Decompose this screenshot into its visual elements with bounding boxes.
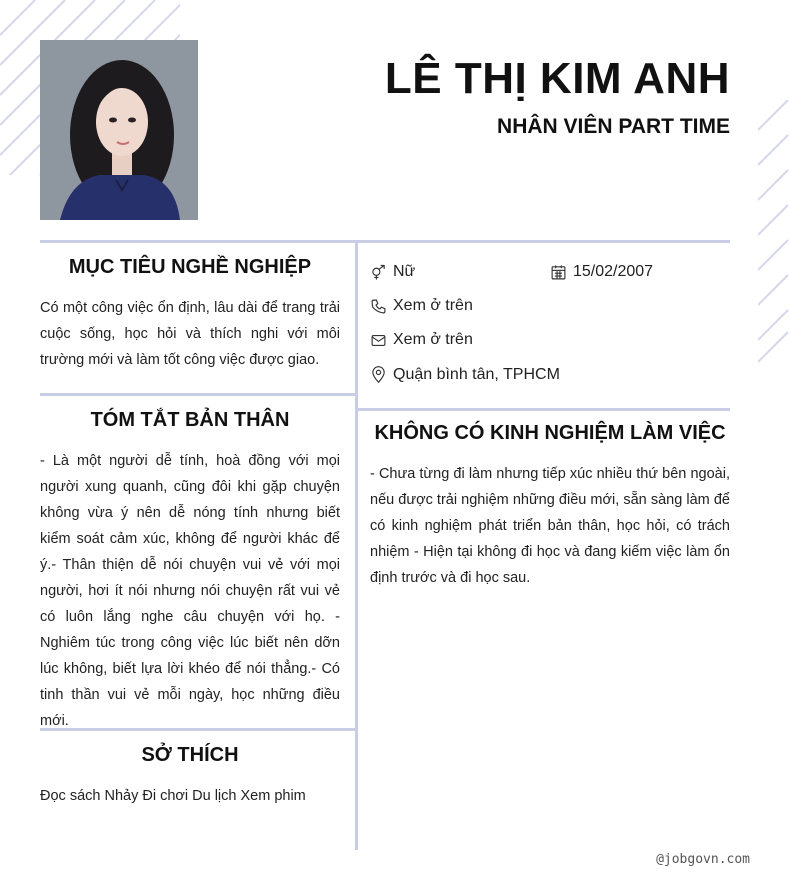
- decorative-stripes-right: [758, 100, 790, 365]
- summary-title: TÓM TẮT BẢN THÂN: [90, 409, 290, 431]
- top-divider: [40, 240, 730, 243]
- profile-photo: [40, 40, 198, 220]
- candidate-name: LÊ THỊ KIM ANH: [384, 54, 730, 103]
- address-value: Quận bình tân, TPHCM: [393, 365, 560, 383]
- experience-text: - Chưa từng đi làm nhưng tiếp xúc nhiều thứ bên ngoài, nếu được trải nghiệm những điều mới, sẵn sàng làm để có kinh nghiệm phát triển bản thân, học hỏi, có trách nhiệm - Hiện tại không đi học và đang kiếm việc làm ổn định trước và đi học sau.: [370, 466, 730, 586]
- hobbies-title: SỞ THÍCH: [141, 744, 239, 766]
- birthday-row: [550, 263, 653, 281]
- hobbies-text: Đọc sách Nhảy Đi chơi Du lịch Xem phim: [40, 788, 306, 804]
- email-row: [370, 331, 473, 349]
- gender-icon: [370, 264, 387, 281]
- job-title: NHÂN VIÊN PART TIME: [497, 115, 730, 138]
- divider-objective: [40, 393, 356, 396]
- divider-contact: [358, 408, 730, 411]
- mail-icon: [370, 332, 387, 349]
- address-row: [370, 365, 560, 384]
- birthday-value: 15/02/2007: [573, 263, 654, 280]
- location-pin-icon: [370, 365, 387, 384]
- phone-icon: [370, 298, 387, 315]
- phone-row: [370, 297, 473, 315]
- objective-title: MỤC TIÊU NGHỀ NGHIỆP: [68, 256, 312, 278]
- experience-title: KHÔNG CÓ KINH NGHIỆM LÀM VIỆC: [374, 422, 726, 444]
- email-value: Xem ở trên: [393, 331, 473, 348]
- calendar-icon: [550, 264, 567, 281]
- objective-text: Có một công việc ổn định, lâu dài để trang trải cuộc sống, học hỏi và thích nghi với môi trường mới và làm tốt công việc được giao.: [40, 300, 340, 368]
- summary-text: - Là một người dễ tính, hoà đồng với mọi người xung quanh, cũng đôi khi gặp chuyện không vừa ý nên dễ nóng tính nhưng biết kiểm soát cảm xúc, không để người khác để ý.- Thân thiện dễ nói chuyện vui vẻ với mọi người, hơi ít nói nhưng nói chuyện rất vui vẻ có luôn lắng nghe câu chuyện với họ. - Nghiêm túc trong công việc lúc biết nên dỡn lúc không, biết lựa lời khéo để nói thẳng.- Có tinh thần vui vẻ mỗi ngày, học những điều mới.: [40, 453, 340, 729]
- phone-value: Xem ở trên: [393, 297, 473, 314]
- gender-value: Nữ: [393, 263, 416, 280]
- column-divider: [355, 240, 358, 850]
- gender-row: [370, 263, 415, 281]
- watermark: @jobgovn.com: [656, 852, 750, 867]
